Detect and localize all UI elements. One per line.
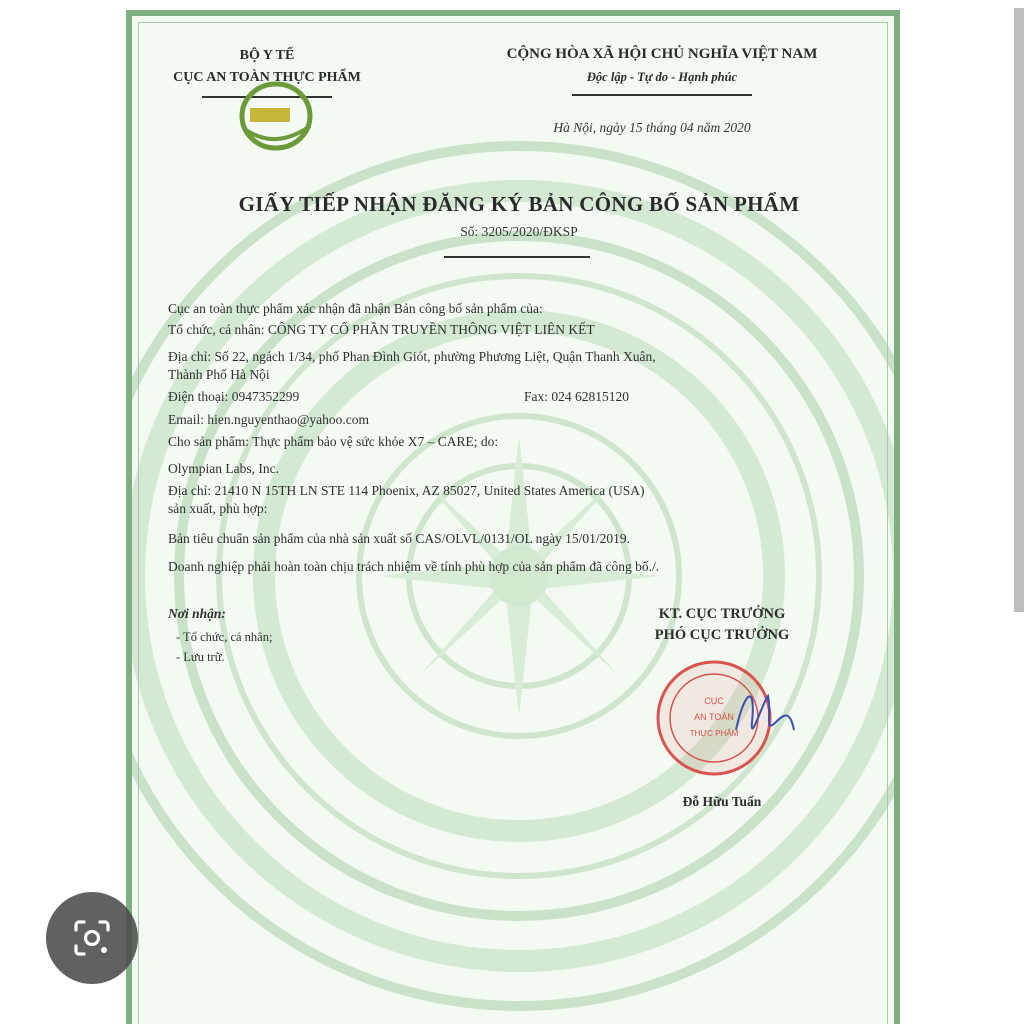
motto: Độc lập - Tự do - Hạnh phúc [586, 70, 738, 84]
republic-name: CỘNG HÒA XÃ HỘI CHỦ NGHĨA VIỆT NAM [506, 46, 818, 62]
department-name: CỤC AN TOÀN THỰC PHẨM [173, 70, 361, 85]
organization: Tổ chức, cá nhân: CÔNG TY CỔ PHẦN TRUYỀN THÔNG VIỆT LIÊN KẾT [168, 322, 595, 337]
fax-number: Fax: 024 62815120 [524, 389, 630, 404]
manufacturer-suffix: sản xuất, phù hợp: [168, 501, 268, 516]
seal-text-2: AN TOÀN [694, 712, 734, 722]
official-seal [644, 652, 804, 788]
header-right-rule [572, 94, 752, 96]
title-rule [444, 256, 590, 258]
ministry-name: BỘ Y TẾ [239, 48, 295, 63]
recipient-item: - Lưu trữ. [176, 650, 225, 664]
background-edge [1014, 8, 1024, 612]
issue-date: Hà Nội, ngày 15 tháng 04 năm 2020 [553, 120, 751, 135]
document-number: Số: 3205/2020/ĐKSP [460, 224, 578, 239]
address-line-1: Địa chỉ: Số 22, ngách 1/34, phố Phan Đình Giót, phường Phương Liệt, Quận Thanh Xuân, [168, 349, 656, 364]
recipients-title: Nơi nhận: [168, 606, 226, 621]
address-line-2: Thành Phố Hà Nội [168, 367, 270, 382]
camera-search-icon [70, 916, 114, 960]
seal-text-3: THỰC PHẨM [689, 729, 739, 738]
document-title: GIẤY TIẾP NHẬN ĐĂNG KÝ BẢN CÔNG BỐ SẢN PHẨM [238, 192, 800, 216]
product-standard: Bản tiêu chuẩn sản phẩm của nhà sản xuất số CAS/OLVL/0131/OL ngày 15/01/2019. [168, 531, 631, 546]
intro-text: Cục an toàn thực phẩm xác nhận đã nhận Bản công bố sản phẩm của: [168, 301, 543, 316]
product-name: Cho sản phẩm: Thực phẩm bảo vệ sức khỏe X7 – CARE; do: [168, 434, 499, 449]
signature-title-1: KT. CỤC TRƯỞNG [658, 606, 786, 622]
recipient-item: - Tổ chức, cá nhân; [176, 630, 273, 644]
signature-title-2: PHÓ CỤC TRƯỞNG [654, 627, 790, 643]
email-address: Email: hien.nguyenthao@yahoo.com [168, 412, 370, 427]
manufacturer-name: Olympian Labs, Inc. [168, 461, 279, 476]
bronze-drum-watermark [132, 16, 900, 1024]
certificate-document [126, 10, 900, 1024]
signer-name: Đỗ Hữu Tuấn [682, 794, 762, 809]
phone-number: Điện thoại: 0947352299 [168, 389, 300, 404]
manufacturer-address: Địa chỉ: 21410 N 15TH LN STE 114 Phoenix, AZ 85027, United States America (USA) [168, 483, 645, 498]
visual-search-button[interactable] [46, 892, 138, 984]
responsibility-statement: Doanh nghiệp phải hoàn toàn chịu trách nhiệm về tính phù hợp của sản phẩm đã công bố./. [168, 559, 660, 574]
department-logo [236, 80, 332, 152]
seal-text-1: CỤC [704, 696, 724, 706]
